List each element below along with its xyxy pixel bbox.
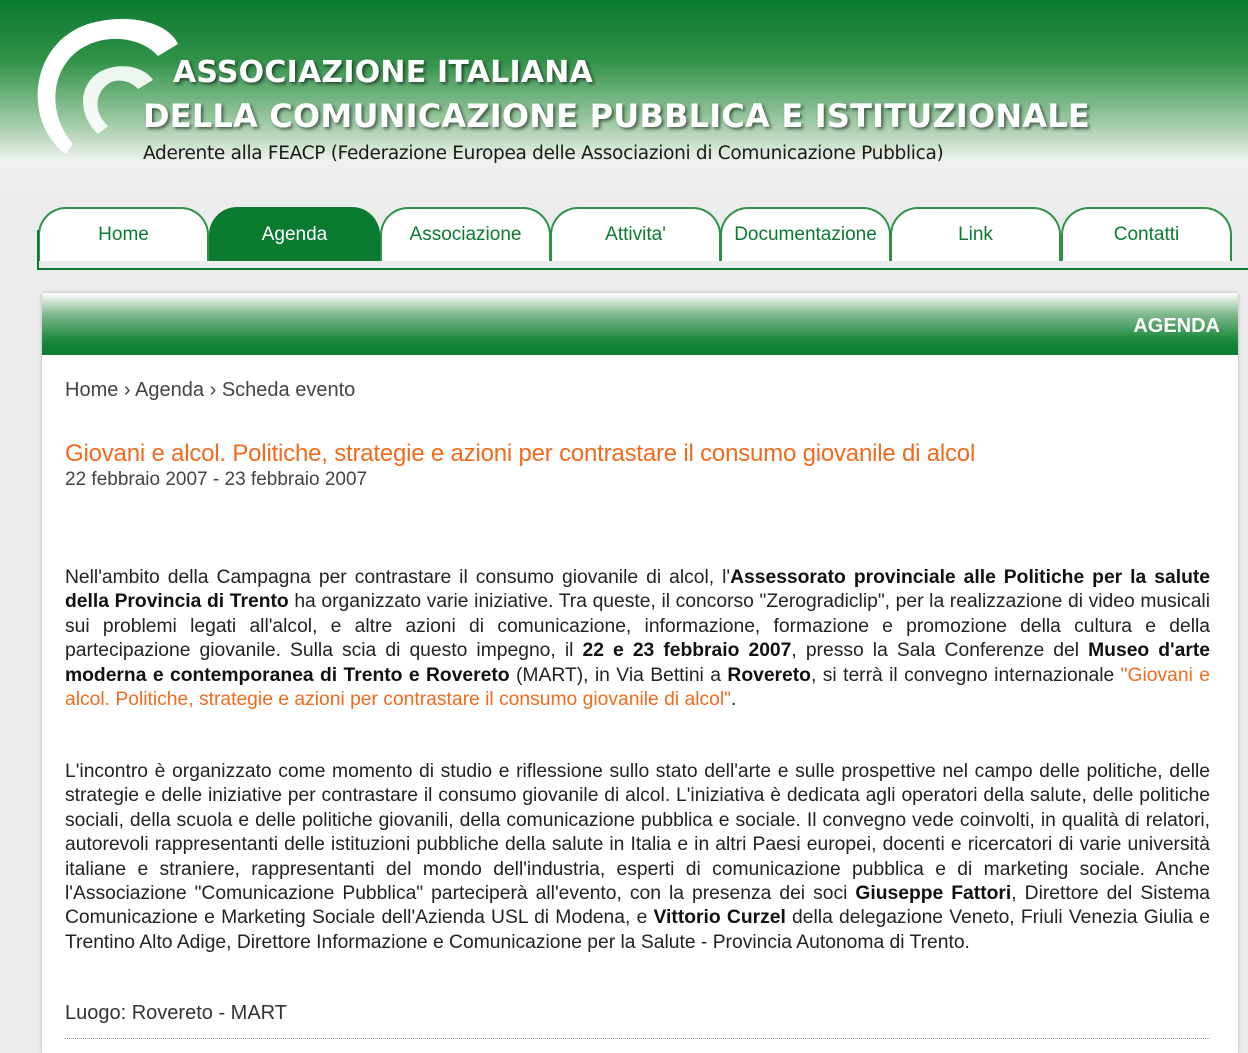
event-dates: 22 febbraio 2007 - 23 febbraio 2007 (65, 469, 368, 490)
arc-logo-icon[interactable] (28, 14, 188, 164)
breadcrumb-separator: › (209, 379, 217, 401)
bold-run: Assessorato provinciale alle Politiche per la salute della Provincia di Trento (65, 567, 1210, 613)
event-description-p2 (65, 760, 1210, 955)
text-run: (MART), in Via Bettini a (509, 664, 728, 686)
text-run: , Direttore del Sistema Comunicazione e Marketing Sociale dell'Azienda USL di Modena, e (65, 883, 1210, 929)
bold-run: Rovereto (727, 664, 811, 686)
event-description-p1 (65, 566, 1210, 712)
section-title: AGENDA (1133, 315, 1220, 337)
breadcrumb-current: Scheda evento (221, 379, 356, 401)
tab-agenda[interactable]: Agenda (209, 207, 380, 261)
brand-title-line2: DELLA COMUNICAZIONE PUBBLICA E ISTITUZIONALE (143, 97, 1090, 135)
text-run: . (730, 689, 737, 711)
event-location: Luogo: Rovereto - MART (65, 1002, 287, 1024)
site-header (0, 0, 1248, 196)
tab-associazione[interactable]: Associazione (380, 207, 551, 261)
bold-run: Vittorio Curzel (653, 907, 786, 929)
tab-attivita[interactable]: Attivita' (550, 207, 721, 261)
brand-tagline: Aderente alla FEACP (Federazione Europea delle Associazioni di Comunicazione Pubblica) (143, 143, 944, 164)
text-run: , presso la Sala Conferenze del (791, 640, 1089, 662)
event-title: Giovani e alcol. Politiche, strategie e azioni per contrastare il consumo giovanile di alcol (65, 440, 976, 467)
tab-contatti[interactable]: Contatti (1061, 207, 1232, 261)
tab-documentazione[interactable]: Documentazione (720, 207, 891, 261)
text-run: ha organizzato varie iniziative. Tra queste, il concorso "Zerogradiclip", per la realizzazione di video musicali sui problemi legati all'alcol, e altre azioni di comunicazione, informazione, formazione e promozione della cultura e della partecipazione giovanile. Sulla scia di questo impegno, il (65, 591, 1210, 662)
bold-run: 22 e 23 febbraio 2007 (582, 640, 792, 662)
tab-home[interactable]: Home (38, 207, 209, 261)
divider (65, 1038, 1210, 1039)
breadcrumb-agenda[interactable]: Agenda (135, 379, 205, 401)
nav-underline (38, 268, 1248, 270)
breadcrumb (65, 379, 355, 402)
content-panel (42, 293, 1238, 1053)
text-run: Nell'ambito della Campagna per contrastare il consumo giovanile di alcol, l' (65, 567, 731, 588)
text-run: , si terrà il convegno internazionale (810, 664, 1121, 686)
brand-title-line1: ASSOCIAZIONE ITALIANA (173, 55, 593, 90)
breadcrumb-separator: › (123, 379, 131, 401)
text-run: della delegazione Veneto, Friuli Venezia Giulia e Trentino Alto Adige, Direttore Informazione e Comunicazione per la Salute - Provincia Autonoma di Trento. (65, 907, 1210, 953)
bold-run: Giuseppe Fattori (855, 883, 1012, 905)
section-header (42, 293, 1238, 355)
nav-edge (37, 230, 39, 270)
text-run: L'incontro è organizzato come momento di studio e riflessione sullo stato dell'arte e sulle prospettive nel campo delle politiche, delle strategie e delle iniziative per contrastare il consumo giovanile di alcol. L'iniziativa è dedicata agli operatori della salute, delle politiche sociali, della scuola e delle politiche giovanili, della comunicazione pubblica e sociale. Il convegno vede coinvolti, in qualità di relatori, autorevoli rappresentanti delle istituzioni pubbliche della salute in Italia e in altri Paesi europei, docenti e ricercatori di varie università italiane e straniere, rappresentanti del mondo dell'industria, esperti di comunicazione pubblica e di marketing sociale. Anche l'Associazione "Comunicazione Pubblica" parteciperà all'evento, con la presenza dei soci (65, 761, 1210, 905)
bold-run: Museo d'arte moderna e contemporanea di Trento e Rovereto (65, 640, 1211, 686)
breadcrumb-home[interactable]: Home (65, 379, 119, 401)
tab-link[interactable]: Link (890, 207, 1061, 261)
event-title-link[interactable]: "Giovani e alcol. Politiche, strategie e azioni per contrastare il consumo giovanile di alcol" (65, 664, 1210, 711)
